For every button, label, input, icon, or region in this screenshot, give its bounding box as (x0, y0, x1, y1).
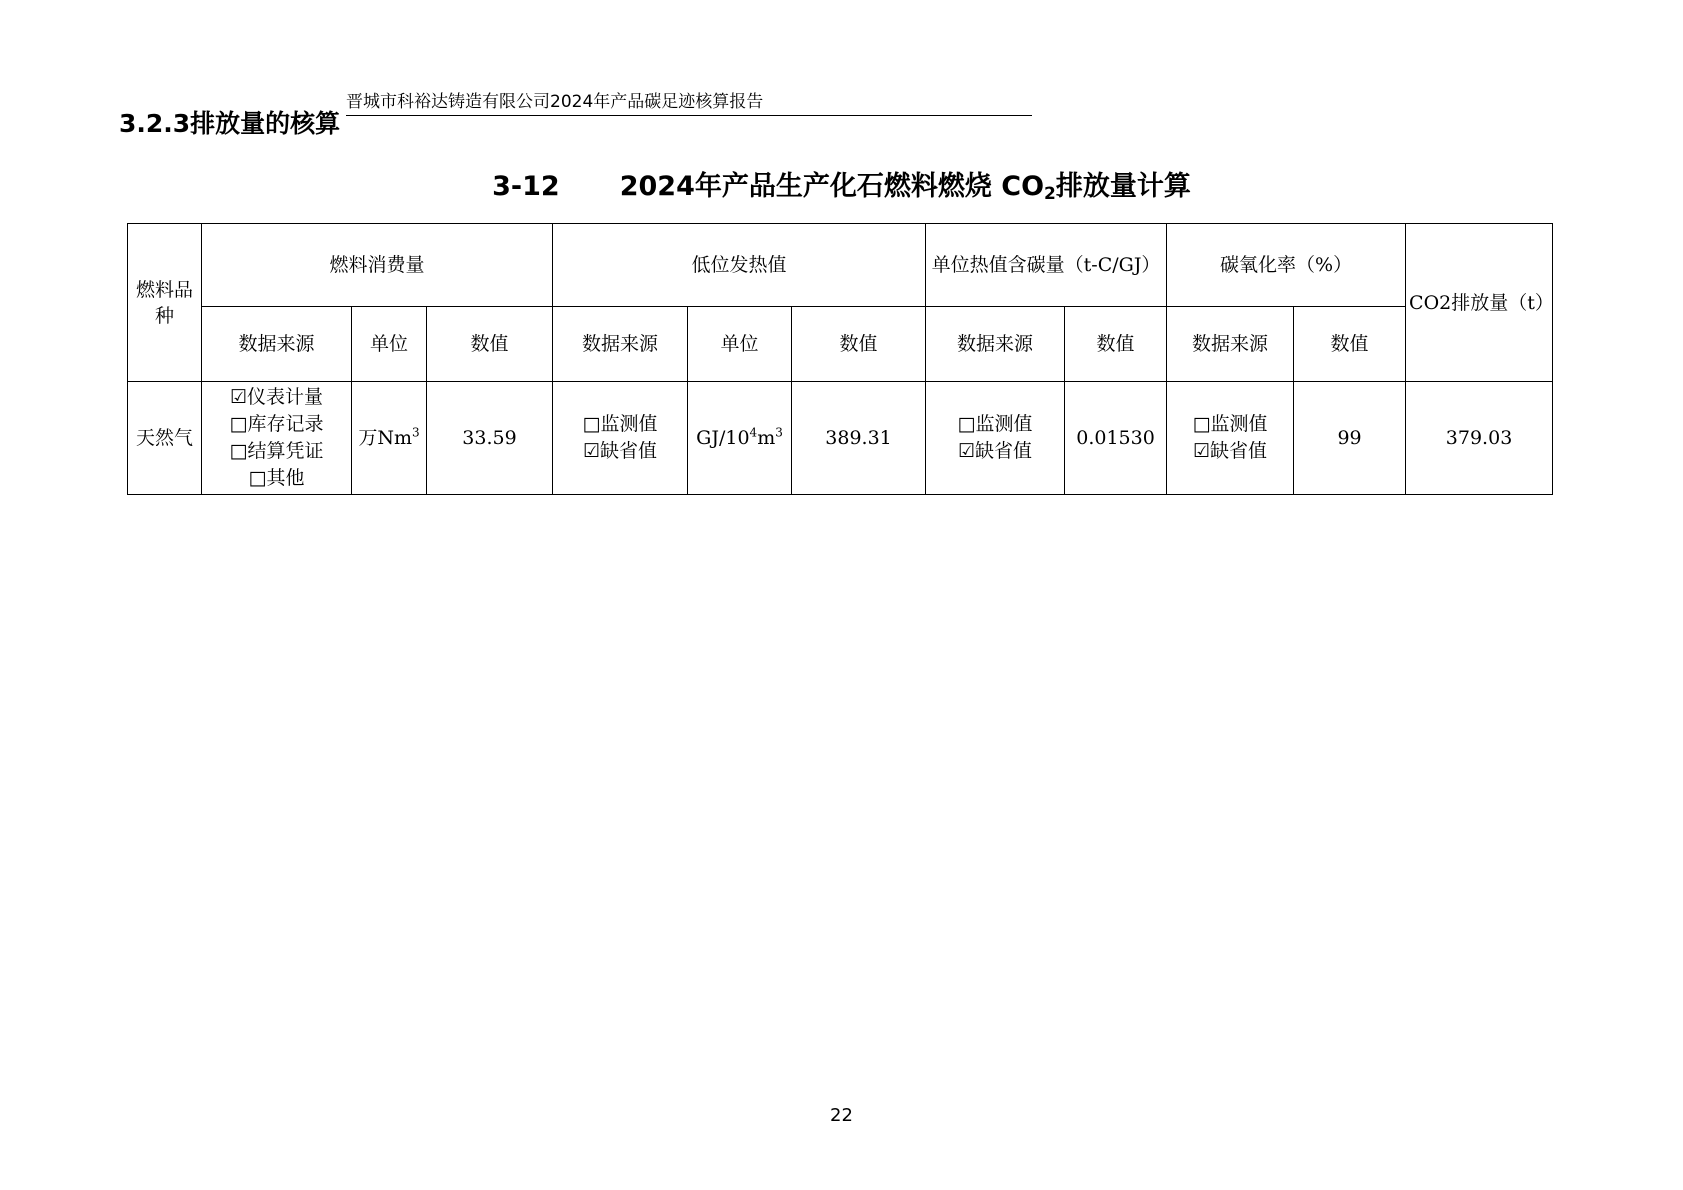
emission-calculation-table (127, 223, 1553, 495)
consumption-header: 燃料消费量 (202, 224, 553, 307)
section-heading: 3.2.3排放量的核算 (119, 109, 341, 138)
consumption-source-header: 数据来源 (202, 307, 352, 382)
ncv-unit-mid: m (757, 427, 776, 449)
header-row-2 (128, 307, 1553, 382)
ncv-value-header: 数值 (792, 307, 926, 382)
consumption-unit-header: 单位 (352, 307, 427, 382)
table-caption (0, 170, 1683, 204)
consumption-unit: 万Nm (358, 427, 412, 449)
consumption-value-header: 数值 (427, 307, 553, 382)
settlement-option: □结算凭证 (229, 440, 324, 462)
ncv-unit-cell (688, 382, 792, 495)
inventory-option: □库存记录 (229, 413, 324, 435)
carbon-source-header: 数据来源 (926, 307, 1065, 382)
consumption-source-cell (202, 382, 352, 495)
ncv-header: 低位发热值 (553, 224, 926, 307)
oxidation-source-header: 数据来源 (1167, 307, 1294, 382)
oxidation-rate-header: 碳氧化率（%） (1167, 224, 1406, 307)
consumption-unit-cell (352, 382, 427, 495)
carbon-default-option: ☑缺省值 (958, 440, 1033, 462)
fuel-name-cell: 天然气 (128, 382, 202, 495)
ncv-unit-exponent-2: 3 (775, 425, 783, 440)
header-row-1 (128, 224, 1553, 307)
page-number: 22 (830, 1105, 853, 1126)
running-header: 晋城市科裕达铸造有限公司2024年产品碳足迹核算报告 (346, 92, 1032, 116)
caption-subscript: 2 (1044, 184, 1056, 204)
ncv-measured-option: □监测值 (582, 413, 658, 435)
fuel-type-header: 燃料品种 (128, 224, 202, 382)
carbon-content-header: 单位热值含碳量（t-C/GJ） (926, 224, 1167, 307)
oxidation-measured-option: □监测值 (1192, 413, 1268, 435)
ncv-source-cell (553, 382, 688, 495)
ncv-unit-base: GJ/10 (696, 427, 750, 449)
table-number: 3-12 (492, 171, 560, 202)
carbon-measured-option: □监测值 (957, 413, 1033, 435)
oxidation-value-cell: 99 (1294, 382, 1406, 495)
carbon-value-cell: 0.01530 (1065, 382, 1167, 495)
co2-value-cell: 379.03 (1406, 382, 1553, 495)
other-option: □其他 (248, 467, 305, 489)
caption-text-before: 2024年产品生产化石燃料燃烧 CO (619, 171, 1045, 202)
ncv-unit-header: 单位 (688, 307, 792, 382)
carbon-source-cell (926, 382, 1065, 495)
carbon-value-header: 数值 (1065, 307, 1167, 382)
ncv-source-header: 数据来源 (553, 307, 688, 382)
ncv-value-cell: 389.31 (792, 382, 926, 495)
table-row (128, 382, 1553, 495)
ncv-default-option: ☑缺省值 (582, 440, 658, 462)
consumption-value-cell: 33.59 (427, 382, 553, 495)
oxidation-source-cell (1167, 382, 1294, 495)
ncv-unit-exponent-1: 4 (749, 425, 758, 440)
caption-text-after: 排放量计算 (1055, 171, 1191, 202)
co2-emission-header: CO2排放量（t） (1406, 224, 1553, 382)
oxidation-value-header: 数值 (1294, 307, 1406, 382)
consumption-unit-exponent: 3 (412, 425, 420, 440)
oxidation-default-option: ☑缺省值 (1193, 440, 1268, 462)
meter-option: ☑仪表计量 (229, 386, 324, 408)
